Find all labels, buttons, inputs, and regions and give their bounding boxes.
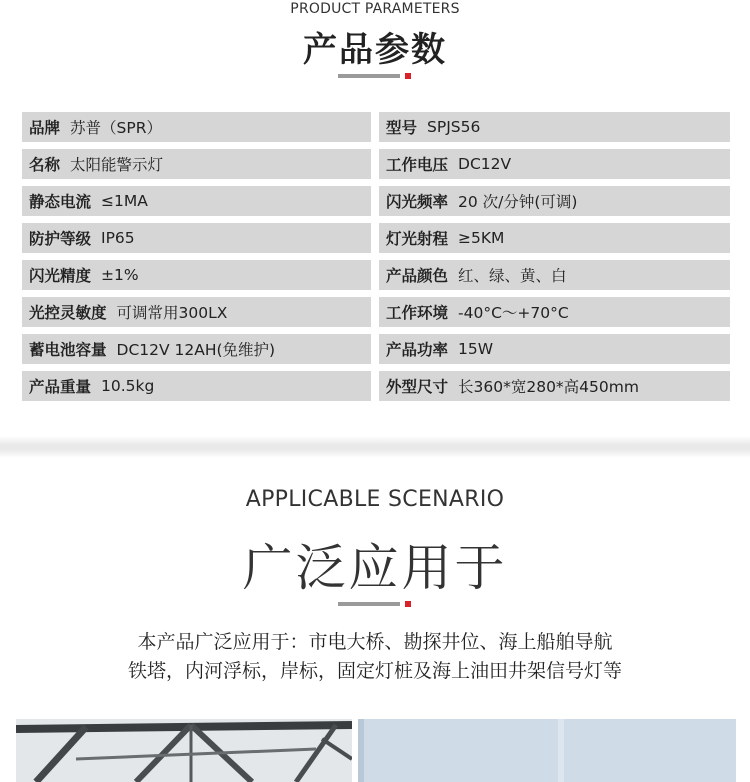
parameter-value: 可调常用300LX bbox=[116, 304, 228, 322]
parameter-value: ≥5KM bbox=[458, 229, 505, 247]
parameter-cell-left bbox=[22, 186, 371, 216]
parameter-row bbox=[22, 260, 730, 290]
parameter-cell-left bbox=[22, 371, 371, 401]
parameter-key: 防护等级 bbox=[29, 230, 92, 248]
parameter-cell-right bbox=[379, 149, 730, 179]
params-title-en: PRODUCT PARAMETERS bbox=[290, 1, 460, 17]
parameter-row bbox=[22, 371, 730, 401]
parameter-value: ≤1MA bbox=[101, 192, 148, 210]
parameter-cell-right bbox=[379, 260, 730, 290]
parameter-key: 产品功率 bbox=[386, 341, 449, 359]
parameter-cell-left bbox=[22, 297, 371, 327]
params-title-zh: 产品参数 bbox=[303, 30, 447, 70]
parameter-row bbox=[22, 149, 730, 179]
parameter-cell-left bbox=[22, 334, 371, 364]
parameter-value: 15W bbox=[458, 340, 494, 358]
parameter-cell-right bbox=[379, 334, 730, 364]
scenario-underline-accent bbox=[405, 601, 411, 607]
parameter-value: DC12V bbox=[458, 155, 512, 173]
scenario-title-zh: 广泛应用于 bbox=[242, 539, 508, 597]
parameter-value: -40°C～+70°C bbox=[458, 304, 569, 322]
parameter-value: SPJS56 bbox=[427, 118, 481, 136]
parameter-value: 苏普（SPR） bbox=[70, 119, 162, 137]
parameter-key: 灯光射程 bbox=[386, 230, 449, 248]
parameter-key: 外型尺寸 bbox=[386, 378, 449, 396]
parameter-value: 10.5kg bbox=[101, 377, 155, 395]
parameter-value: ±1% bbox=[101, 266, 139, 284]
parameter-key: 品牌 bbox=[29, 119, 61, 137]
parameter-row bbox=[22, 223, 730, 253]
scenario-description-line-1: 本产品广泛应用于：市电大桥、勘探井位、海上船舶导航 bbox=[137, 631, 613, 653]
parameter-value: 太阳能警示灯 bbox=[70, 156, 164, 174]
tower-structure-image bbox=[16, 719, 352, 782]
parameter-value: 红、绿、黄、白 bbox=[458, 267, 567, 285]
sky-scene-image bbox=[358, 719, 736, 782]
parameter-value: IP65 bbox=[101, 229, 135, 247]
scenario-title-en: APPLICABLE SCENARIO bbox=[245, 487, 505, 512]
parameter-key: 产品颜色 bbox=[386, 267, 449, 285]
parameter-cell-right bbox=[379, 297, 730, 327]
parameter-key: 工作电压 bbox=[386, 156, 449, 174]
parameter-table bbox=[22, 112, 730, 408]
parameter-key: 工作环境 bbox=[386, 304, 449, 322]
parameter-value: 长360*宽280*高450mm bbox=[458, 378, 639, 396]
parameter-key: 静态电流 bbox=[29, 193, 92, 211]
parameter-value: 20 次/分钟(可调) bbox=[458, 193, 578, 211]
parameter-key: 闪光频率 bbox=[386, 193, 449, 211]
scenario-photo-tower bbox=[16, 719, 352, 782]
section-divider bbox=[0, 436, 750, 458]
parameter-key: 光控灵敏度 bbox=[29, 304, 107, 322]
title-underline-accent bbox=[405, 73, 411, 79]
scenario-description-line-2: 铁塔，内河浮标，岸标，固定灯桩及海上油田井架信号灯等 bbox=[127, 660, 622, 682]
scenario-photo-sky bbox=[358, 719, 736, 782]
parameter-key: 闪光精度 bbox=[29, 267, 92, 285]
parameter-row bbox=[22, 334, 730, 364]
parameter-cell-left bbox=[22, 223, 371, 253]
title-underline-bar bbox=[338, 74, 400, 78]
parameter-key: 型号 bbox=[386, 119, 418, 137]
parameter-row bbox=[22, 112, 730, 142]
parameter-value: DC12V 12AH(免维护) bbox=[116, 341, 276, 359]
parameter-cell-left bbox=[22, 260, 371, 290]
parameter-cell-right bbox=[379, 112, 730, 142]
parameter-cell-right bbox=[379, 371, 730, 401]
scenario-underline-bar bbox=[338, 602, 400, 606]
parameter-row bbox=[22, 297, 730, 327]
parameter-cell-left bbox=[22, 112, 371, 142]
parameter-cell-right bbox=[379, 223, 730, 253]
parameter-cell-right bbox=[379, 186, 730, 216]
parameter-key: 蓄电池容量 bbox=[29, 341, 107, 359]
parameter-key: 名称 bbox=[29, 156, 61, 174]
parameter-cell-left bbox=[22, 149, 371, 179]
parameter-row bbox=[22, 186, 730, 216]
parameter-key: 产品重量 bbox=[29, 378, 92, 396]
